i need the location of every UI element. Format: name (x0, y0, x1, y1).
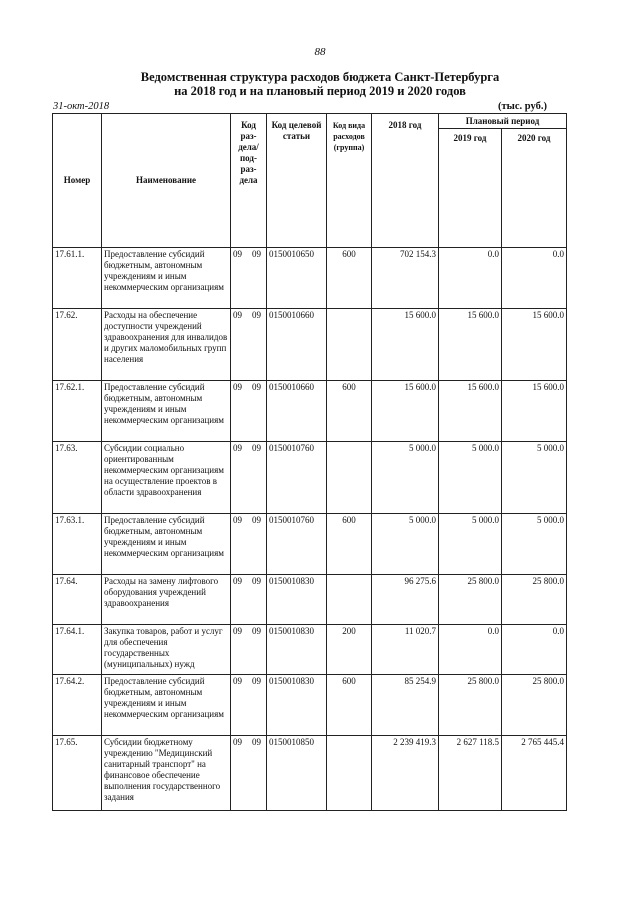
row-amount-2020: 25 800.0 (502, 675, 567, 736)
row-target-code: 0150010760 (267, 514, 327, 575)
row-section-code (231, 248, 267, 309)
title-line-2: на 2018 год и на плановый период 2019 и 2020 годов (174, 84, 466, 98)
row-target-code: 0150010660 (267, 381, 327, 442)
subsection-code: 09 (252, 576, 261, 586)
table-row (53, 625, 567, 675)
section-code: 09 (233, 576, 242, 586)
row-section-code (231, 309, 267, 381)
row-expense-type: 200 (327, 625, 372, 675)
table-row (53, 248, 567, 309)
row-number: 17.64. (53, 575, 102, 625)
row-amount-2019: 15 600.0 (439, 381, 502, 442)
header-2018: 2018 год (372, 114, 439, 248)
header-2020: 2020 год (502, 129, 567, 248)
row-amount-2019: 25 800.0 (439, 575, 502, 625)
row-amount-2019: 5 000.0 (439, 514, 502, 575)
header-2019: 2019 год (439, 129, 502, 248)
page-number: 88 (314, 46, 326, 58)
row-section-code (231, 736, 267, 811)
row-target-code: 0150010830 (267, 675, 327, 736)
row-target-code: 0150010830 (267, 575, 327, 625)
row-section-code (231, 575, 267, 625)
row-name: Субсидии бюджетному учреждению "Медицинский санитарный транспорт" на финансовое обеспечение выполнения государственного задания (102, 736, 231, 811)
section-code: 09 (233, 737, 242, 747)
subsection-code: 09 (252, 249, 261, 259)
table-row (53, 675, 567, 736)
currency-unit: (тыс. руб.) (498, 101, 547, 112)
row-section-code (231, 675, 267, 736)
row-number: 17.62.1. (53, 381, 102, 442)
row-number: 17.63.1. (53, 514, 102, 575)
row-amount-2020: 15 600.0 (502, 381, 567, 442)
header-number: Номер (53, 114, 102, 248)
row-expense-type (327, 575, 372, 625)
row-target-code: 0150010660 (267, 309, 327, 381)
section-code: 09 (233, 676, 242, 686)
row-expense-type: 600 (327, 675, 372, 736)
header-expense-type: Код вида расходов (группа) (327, 114, 372, 248)
row-target-code: 0150010650 (267, 248, 327, 309)
row-expense-type (327, 442, 372, 514)
header-target: Код целевой статьи (267, 114, 327, 248)
table-row (53, 309, 567, 381)
row-amount-2019: 15 600.0 (439, 309, 502, 381)
row-amount-2019: 25 800.0 (439, 675, 502, 736)
row-amount-2020: 5 000.0 (502, 514, 567, 575)
row-section-code (231, 381, 267, 442)
row-name: Субсидии социально ориентированным некоммерческим организациям на осуществление проектов в области здравоохранения (102, 442, 231, 514)
table-row (53, 514, 567, 575)
row-amount-2020: 0.0 (502, 248, 567, 309)
row-section-code (231, 442, 267, 514)
subsection-code: 09 (252, 626, 261, 636)
subsection-code: 09 (252, 310, 261, 320)
section-code: 09 (233, 515, 242, 525)
title-line-1: Ведомственная структура расходов бюджета Санкт-Петербурга (140, 70, 500, 84)
row-amount-2019: 2 627 118.5 (439, 736, 502, 811)
row-number: 17.64.1. (53, 625, 102, 675)
row-section-code (231, 514, 267, 575)
row-name: Расходы на замену лифтового оборудования учреждений здравоохранения (102, 575, 231, 625)
row-name: Предоставление субсидий бюджетным, автономным учреждениям и иным некоммерческим организациям (102, 514, 231, 575)
row-expense-type: 600 (327, 248, 372, 309)
header-planned-period: Плановый период (439, 114, 567, 129)
row-amount-2018: 5 000.0 (372, 442, 439, 514)
row-expense-type (327, 736, 372, 811)
row-target-code: 0150010760 (267, 442, 327, 514)
row-name: Предоставление субсидий бюджетным, автономным учреждениям и иным некоммерческим организациям (102, 248, 231, 309)
row-amount-2018: 15 600.0 (372, 381, 439, 442)
row-number: 17.61.1. (53, 248, 102, 309)
row-amount-2018: 2 239 419.3 (372, 736, 439, 811)
row-amount-2018: 5 000.0 (372, 514, 439, 575)
row-amount-2019: 5 000.0 (439, 442, 502, 514)
row-expense-type (327, 309, 372, 381)
subsection-code: 09 (252, 515, 261, 525)
row-number: 17.62. (53, 309, 102, 381)
table-row (53, 736, 567, 811)
row-name: Расходы на обеспечение доступности учреждений здравоохранения для инвалидов и других маломобильных групп населения (102, 309, 231, 381)
row-amount-2019: 0.0 (439, 625, 502, 675)
row-number: 17.65. (53, 736, 102, 811)
header-name: Наименование (102, 114, 231, 248)
page-title (0, 70, 640, 98)
row-number: 17.64.2. (53, 675, 102, 736)
document-date: 31-окт-2018 (53, 101, 110, 112)
row-target-code: 0150010830 (267, 625, 327, 675)
section-code: 09 (233, 249, 242, 259)
section-code: 09 (233, 443, 242, 453)
table-row (53, 575, 567, 625)
row-amount-2018: 85 254.9 (372, 675, 439, 736)
table-row (53, 381, 567, 442)
row-amount-2018: 15 600.0 (372, 309, 439, 381)
subsection-code: 09 (252, 676, 261, 686)
row-amount-2020: 15 600.0 (502, 309, 567, 381)
row-name: Закупка товаров, работ и услуг для обеспечения государственных (муниципальных) нужд (102, 625, 231, 675)
row-amount-2020: 5 000.0 (502, 442, 567, 514)
row-amount-2018: 96 275.6 (372, 575, 439, 625)
section-code: 09 (233, 310, 242, 320)
table-row (53, 442, 567, 514)
row-name: Предоставление субсидий бюджетным, автономным учреждениям и иным некоммерческим организациям (102, 381, 231, 442)
row-amount-2019: 0.0 (439, 248, 502, 309)
row-number: 17.63. (53, 442, 102, 514)
row-amount-2018: 702 154.3 (372, 248, 439, 309)
row-name: Предоставление субсидий бюджетным, автономным учреждениям и иным некоммерческим организациям (102, 675, 231, 736)
section-code: 09 (233, 626, 242, 636)
row-target-code: 0150010850 (267, 736, 327, 811)
subsection-code: 09 (252, 443, 261, 453)
row-expense-type: 600 (327, 514, 372, 575)
row-expense-type: 600 (327, 381, 372, 442)
header-section: Код раз-дела/ под-раз-дела (231, 114, 267, 248)
row-amount-2020: 0.0 (502, 625, 567, 675)
subsection-code: 09 (252, 382, 261, 392)
row-amount-2020: 2 765 445.4 (502, 736, 567, 811)
row-amount-2018: 11 020.7 (372, 625, 439, 675)
subsection-code: 09 (252, 737, 261, 747)
section-code: 09 (233, 382, 242, 392)
row-amount-2020: 25 800.0 (502, 575, 567, 625)
row-section-code (231, 625, 267, 675)
budget-table (52, 113, 567, 811)
